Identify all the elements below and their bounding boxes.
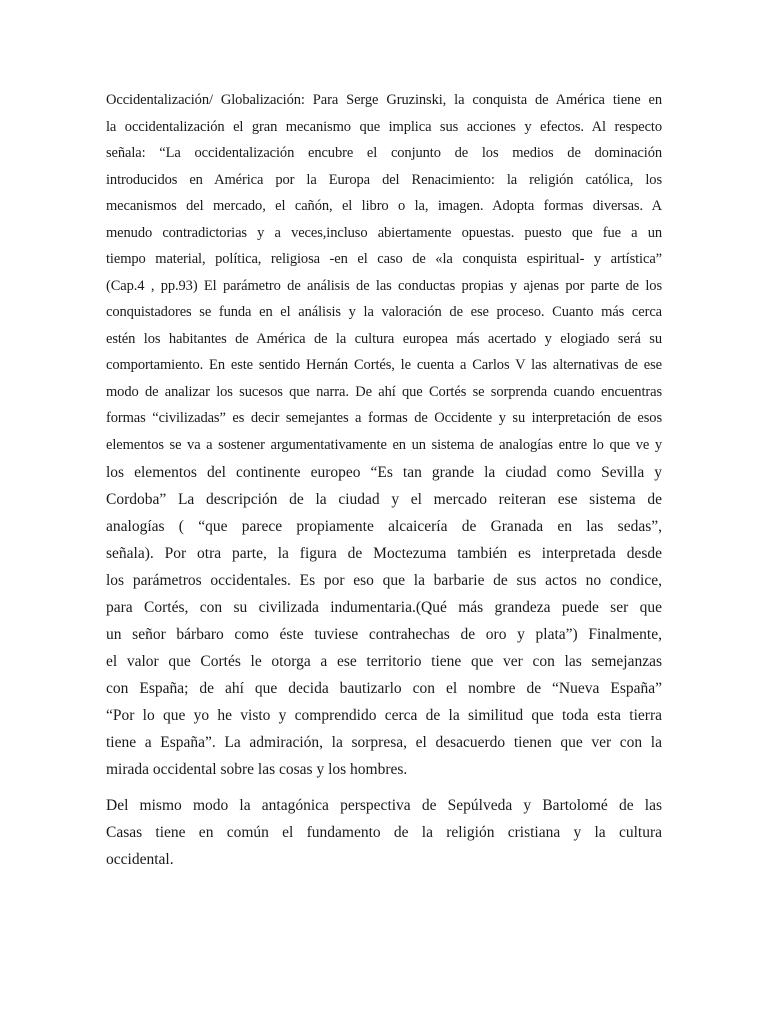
paragraph-1-line: tiempo material, política, religiosa -en el caso de «la conquista espiritual- y artística” (106, 251, 662, 267)
paragraph-2-line: Casas tiene en común el fundamento de la religión cristiana y la cultura (106, 824, 662, 841)
paragraph-1-line: señala: “La occidentalización encubre el conjunto de los medios de dominación (106, 145, 662, 161)
paragraph-1-line: Occidentalización/ Globalización: Para Serge Gruzinski, la conquista de América tiene en (106, 92, 662, 108)
paragraph-1-line: introducidos en América por la Europa del Renacimiento: la religión católica, los (106, 172, 662, 188)
paragraph-1-line: con España; de ahí que decida bautizarlo con el nombre de “Nueva España” (106, 680, 662, 697)
paragraph-1-line: señala). Por otra parte, la figura de Moctezuma también es interpretada desde (106, 545, 662, 562)
paragraph-1-line: los parámetros occidentales. Es por eso que la barbarie de sus actos no condice, (106, 572, 662, 589)
paragraph-1-line: la occidentalización el gran mecanismo que implica sus acciones y efectos. Al respecto (106, 119, 662, 135)
paragraph-1-line: menudo contradictorias y a veces,incluso abiertamente opuestas. puesto que fue a un (106, 225, 662, 241)
paragraph-1-line: (Cap.4 , pp.93) El parámetro de análisis de las conductas propias y ajenas por parte de los (106, 278, 662, 294)
paragraph-1-line: un señor bárbaro como éste tuviese contrahechas de oro y plata”) Finalmente, (106, 626, 662, 643)
paragraph-1-line: modo de analizar los sucesos que narra. De ahí que Cortés se sorprenda cuando encuentras (106, 384, 662, 400)
paragraph-2-line: occidental. (106, 851, 174, 868)
paragraph-1-line: Cordoba” La descripción de la ciudad y el mercado reiteran ese sistema de (106, 491, 662, 508)
paragraph-1-line: tiene a España”. La admiración, la sorpresa, el desacuerdo tienen que ver con la (106, 734, 662, 751)
paragraph-1-line: comportamiento. En este sentido Hernán Cortés, le cuenta a Carlos V las alternativas de ese (106, 357, 662, 373)
paragraph-1-line: conquistadores se funda en el análisis y la valoración de ese proceso. Cuanto más cerca (106, 304, 662, 320)
paragraph-2-line: Del mismo modo la antagónica perspectiva de Sepúlveda y Bartolomé de las (106, 797, 662, 814)
paragraph-1-line: mecanismos del mercado, el cañón, el libro o la, imagen. Adopta formas diversas. A (106, 198, 662, 214)
paragraph-1-line: estén los habitantes de América de la cultura europea más acertado y elogiado será su (106, 331, 662, 347)
paragraph-1-line: analogías ( “que parece propiamente alcaicería de Granada en las sedas”, (106, 518, 662, 535)
paragraph-1-line: para Cortés, con su civilizada indumentaria.(Qué más grandeza puede ser que (106, 599, 662, 616)
paragraph-1-line: elementos se va a sostener argumentativamente en un sistema de analogías entre lo que ve y (106, 437, 662, 453)
paragraph-1-line: formas “civilizadas” es decir semejantes a formas de Occidente y su interpretación de esos (106, 410, 662, 426)
paragraph-1-line: los elementos del continente europeo “Es tan grande la ciudad como Sevilla y (106, 464, 662, 481)
paragraph-1-line: mirada occidental sobre las cosas y los hombres. (106, 761, 408, 778)
paragraph-1-line: “Por lo que yo he visto y comprendido cerca de la similitud que toda esta tierra (106, 707, 662, 724)
paragraph-1-line: el valor que Cortés le otorga a ese territorio tiene que ver con las semejanzas (106, 653, 662, 670)
